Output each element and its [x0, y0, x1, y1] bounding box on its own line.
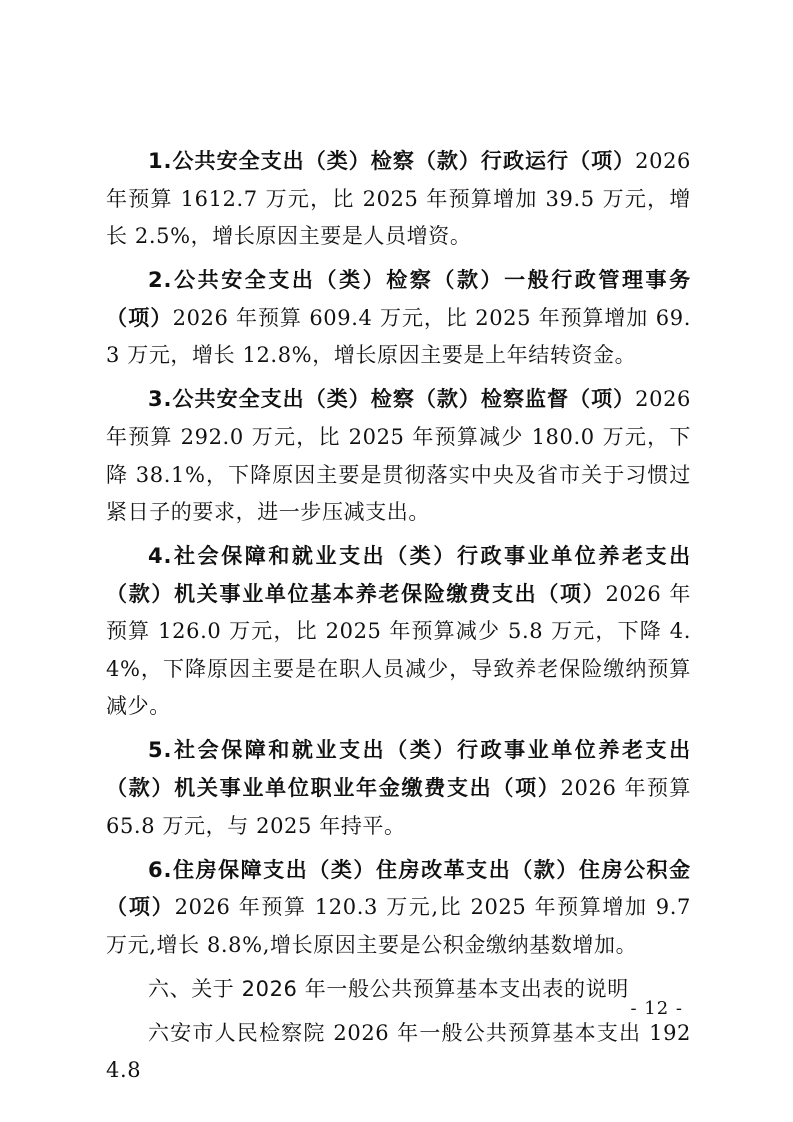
paragraph-5-heading: 5.社会保障和就业支出（类）行政事业单位养老支出（款）机关事业单位职业年金缴费支出（项） — [106, 738, 691, 801]
paragraph-2-text: 2026 年预算 609.4 万元，比 2025 年预算增加 69.3 万元，增长 12.8%，增长原因主要是上年结转资金。 — [106, 305, 691, 368]
paragraph-2 — [106, 262, 691, 375]
paragraph-3 — [106, 381, 691, 531]
paragraph-3-heading: 3.公共安全支出（类）检察（款）检察监督（项） — [148, 387, 636, 412]
paragraph-5 — [106, 732, 691, 845]
paragraph-4-text: 2026 年预算 126.0 万元，比 2025 年预算减少 5.8 万元，下降 4.4%，下降原因主要是在职人员减少，导致养老保险缴纳预算减少。 — [106, 581, 691, 719]
paragraph-6-heading: 6.住房保障支出（类）住房改革支出（款）住房公积金（项） — [106, 857, 691, 920]
paragraph-1-text: 2026 年预算 1612.7 万元，比 2025 年预算增加 39.5 万元，增长 2.5%，增长原因主要是人员增资。 — [106, 149, 691, 249]
page-number: - 12 - — [630, 998, 683, 1019]
paragraph-1-heading: 1.公共安全支出（类）检察（款）行政运行（项） — [148, 149, 636, 173]
closing-paragraph: 六安市人民检察院 2026 年一般公共预算基本支出 1924.8 — [106, 1020, 691, 1083]
paragraph-5-text: 2026 年预算 65.8 万元，与 2025 年持平。 — [106, 776, 692, 838]
paragraph-6 — [106, 852, 691, 965]
document-body — [106, 143, 691, 1096]
paragraph-4-heading: 4.社会保障和就业支出（类）行政事业单位养老支出（款）机关事业单位基本养老保险缴费支出（项） — [106, 544, 691, 606]
paragraph-1 — [106, 143, 691, 256]
paragraph-6-text: 2026 年预算 120.3 万元,比 2025 年预算增加 9.7 万元,增长 8.8%,增长原因主要是公积金缴纳基数增加。 — [106, 895, 691, 957]
paragraph-3-text: 2026 年预算 292.0 万元，比 2025 年预算减少 180.0 万元，下降 38.1%，下降原因主要是贯彻落实中央及省市关于习惯过紧日子的要求，进一步压减支出。 — [106, 387, 691, 525]
paragraph-4 — [106, 538, 691, 726]
paragraph-2-heading: 2.公共安全支出（类）检察（款）一般行政管理事务（项） — [106, 268, 691, 330]
section-heading: 六、关于 2026 年一般公共预算基本支出表的说明 — [148, 976, 629, 1001]
